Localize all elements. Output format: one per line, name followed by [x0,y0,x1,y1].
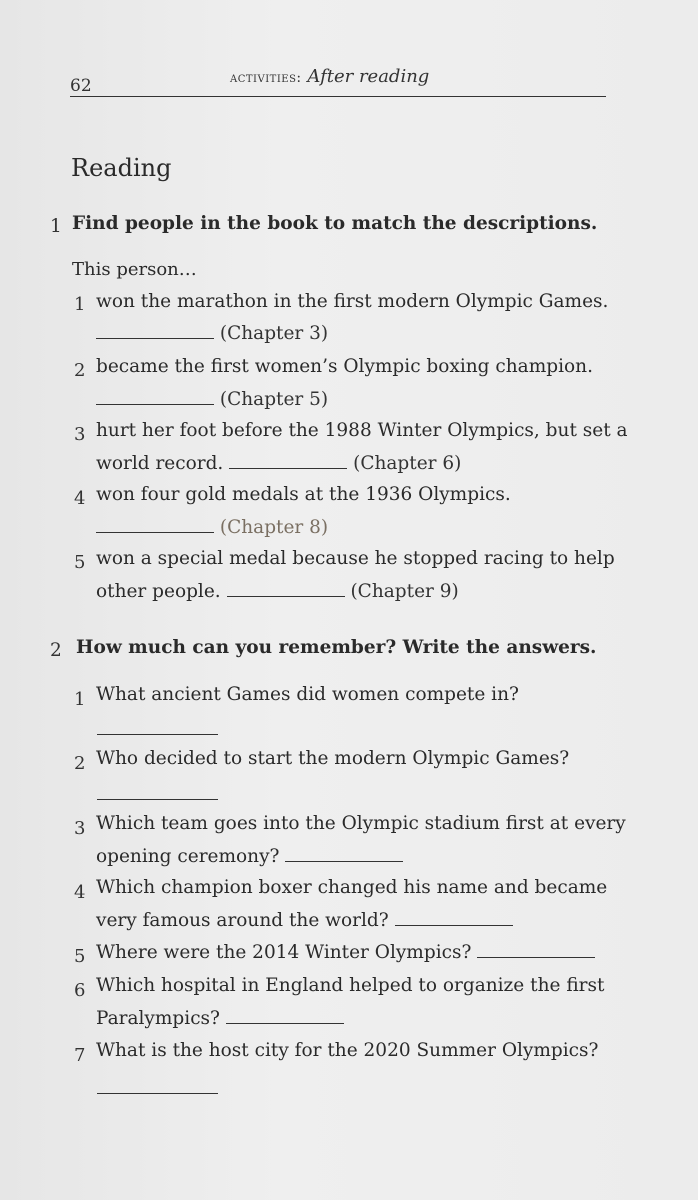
q2-item-3-text-cont: opening ceremony? [96,846,280,867]
running-head [230,66,429,87]
q1-item-4-blank[interactable] [96,518,214,533]
q1-item-2-number: 2 [74,360,86,381]
q2-item-4-text-cont: very famous around the world? [96,910,389,931]
question-1-heading: Find people in the book to match the descriptions. [72,213,598,234]
q1-item-1-number: 1 [74,294,86,315]
q1-item-5-chapter: (Chapter 9) [350,581,459,602]
q1-item-2-text: became the first women’s Olympic boxing champion. [96,356,593,377]
question-1-number: 1 [50,216,62,237]
q2-item-4-number: 4 [74,882,86,903]
q2-item-4-blank[interactable] [395,911,513,926]
q1-item-3-text-cont: world record. [96,453,224,474]
q2-item-5-text: Where were the 2014 Winter Olympics? [96,942,472,963]
q2-item-3-number: 3 [74,818,86,839]
running-head-subtitle: After reading [307,66,430,87]
q1-item-4-text: won four gold medals at the 1936 Olympics. [96,484,511,505]
q2-item-3-blank[interactable] [285,847,403,862]
q2-item-1-number: 1 [74,689,86,710]
q1-item-4-number: 4 [74,488,86,509]
q2-item-6-blank[interactable] [226,1009,344,1024]
q2-item-2-number: 2 [74,753,86,774]
q1-item-5-blank[interactable] [227,582,345,597]
q2-item-7-text: What is the host city for the 2020 Summer Olympics? [96,1040,599,1061]
q1-item-5-answer-line [96,581,459,602]
q1-item-3-number: 3 [74,424,86,445]
section-title: Reading [71,154,172,182]
q1-item-4-answer-line [96,517,328,538]
q2-item-6-number: 6 [74,980,86,1001]
page-number: 62 [70,76,92,96]
question-2-number: 2 [50,640,62,661]
q1-item-2-answer-line [96,389,328,410]
question-2-heading: How much can you remember? Write the answers. [76,637,597,658]
q1-item-2-chapter: (Chapter 5) [219,389,329,410]
q1-item-3-answer-line [96,453,461,474]
q2-item-7-number: 7 [74,1045,86,1066]
q1-item-2-blank[interactable] [96,390,214,405]
q2-item-5-answer-line [96,942,595,963]
q2-item-6-text-cont: Paralympics? [96,1008,220,1029]
q1-item-5-number: 5 [74,552,86,573]
q2-item-6-answer-line [96,1008,344,1029]
q2-item-2-text: Who decided to start the modern Olympic Games? [96,748,570,769]
q1-item-3-text: hurt her foot before the 1988 Winter Olympics, but set a [96,420,628,441]
q2-item-1-text: What ancient Games did women compete in? [96,684,519,705]
q2-item-7-blank[interactable] [97,1092,218,1094]
q1-item-5-text-cont: other people. [96,581,221,602]
q2-item-5-number: 5 [74,946,86,967]
q1-item-5-text: won a special medal because he stopped racing to help [96,548,615,569]
q1-item-1-text: won the marathon in the first modern Olympic Games. [96,291,609,312]
q2-item-3-answer-line [96,846,403,867]
running-head-section: activities: [230,70,302,86]
q1-item-4-chapter: (Chapter 8) [219,517,329,538]
question-1-intro: This person… [72,259,197,280]
q1-item-1-chapter: (Chapter 3) [219,323,329,344]
q2-item-2-blank[interactable] [97,798,218,800]
q1-item-1-answer-line [96,323,328,344]
q1-item-1-blank[interactable] [96,324,214,339]
q2-item-1-blank[interactable] [97,733,218,735]
page-header [70,62,606,97]
q2-item-3-text: Which team goes into the Olympic stadium first at every [96,813,626,834]
q1-item-3-chapter: (Chapter 6) [353,453,462,474]
q2-item-4-text: Which champion boxer changed his name and became [96,877,608,898]
q2-item-6-text: Which hospital in England helped to organize the first [96,975,605,996]
q2-item-5-blank[interactable] [477,943,595,958]
q1-item-3-blank[interactable] [229,454,347,469]
q2-item-4-answer-line [96,910,513,931]
